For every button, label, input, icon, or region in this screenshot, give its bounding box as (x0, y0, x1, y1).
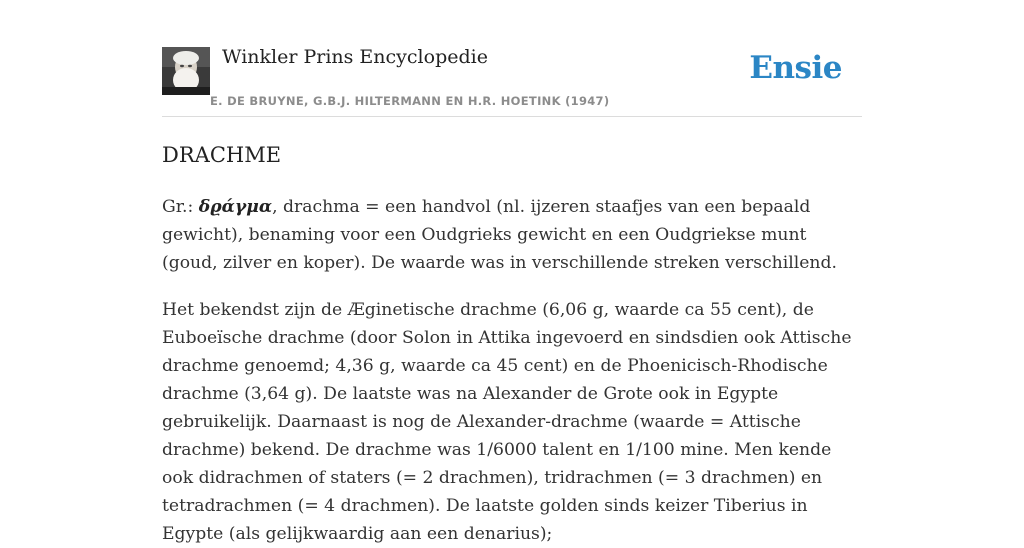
greek-prefix: Gr.: (162, 197, 199, 217)
article-paragraph-2: Het bekendst zijn de Æginetische drachme (6,06 g, waarde ca 55 cent), de Euboeïsche drachme (door Solon in Attika ingevoerd en sindsdien ook Attische drachme genoemd; 4,36 g, waarde ca 45 cent) en de Phoenicisch-Rhodische drachme (3,64 g). De laatste was na Alexander de Grote ook in Egypte gebruikelijk. Daarnaast is nog de Alexander-drachme (waarde = Attische drachme) bekend. De drachme was 1/6000 talent en 1/100 mine. Men kende ook didrachmen of staters (= 2 drachmen), tridrachmen (= 3 drachmen) en tetradrachmen (= 4 drachmen). De laatste golden sinds keizer Tiberius in Egypte (als gelijkwaardig aan een denarius); (162, 300, 852, 544)
article (162, 140, 862, 548)
author-avatar (162, 47, 210, 95)
authors-line: E. DE BRUYNE, G.B.J. HILTERMANN EN H.R. HOETINK (1947) (210, 94, 610, 108)
site-header (162, 0, 862, 117)
brand-logo[interactable]: Ensie (749, 50, 842, 86)
paragraph-1-text: , drachma = een handvol (nl. ijzeren staafjes van een bepaald gewicht), benaming voor een Oudgrieks gewicht en een Oudgriekse munt (goud, zilver en koper). De waarde was in verschillende streken verschillend. (162, 197, 837, 273)
article-paragraph-1 (162, 193, 862, 277)
entry-title: DRACHME (162, 143, 282, 167)
site-title[interactable]: Winkler Prins Encyclopedie (222, 46, 488, 68)
avatar-portrait-icon (162, 47, 210, 95)
greek-word: δϱάγμα (198, 197, 273, 217)
